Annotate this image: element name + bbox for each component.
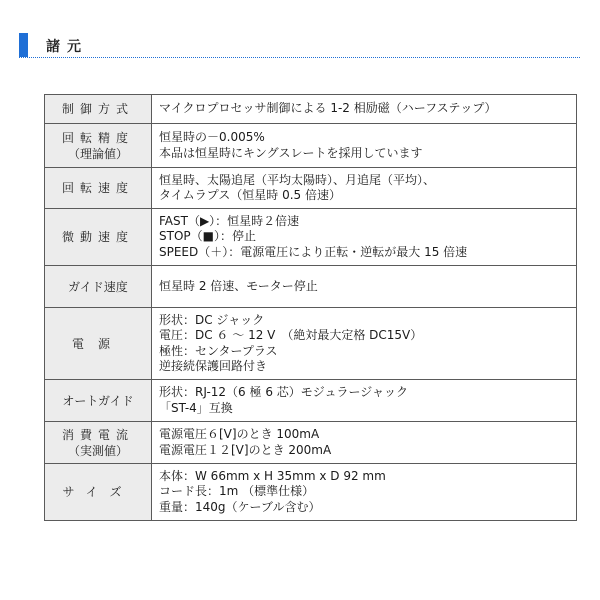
spec-row-size [45, 464, 577, 521]
spec-row-guide-speed [45, 266, 577, 308]
spec-value [152, 380, 577, 422]
spec-row-rotation-accuracy [45, 124, 577, 168]
spec-label-note: （実測値） [67, 443, 128, 458]
spec-value-line: 恒星時の－0.005% [159, 130, 265, 144]
spec-label-text: 制御方式 [61, 102, 134, 116]
spec-row-rotation-speed [45, 168, 577, 209]
spec-value-line: SPEED（＋）：電源電圧により正転・逆転が最大 15 倍速 [159, 244, 468, 259]
section-title: 諸元 [46, 39, 88, 55]
spec-value-line: STOP（■）：停止 [159, 229, 256, 244]
spec-value-line: 重量：140g（ケーブル含む） [159, 499, 321, 514]
spec-label [45, 308, 152, 380]
spec-value [152, 308, 577, 380]
spec-value-line: 形状：RJ-12（6 極 6 芯）モジュラージャック [159, 385, 409, 399]
spec-value-line: コード長：1m （標準仕様） [159, 484, 315, 499]
spec-label-text: 回転速度 [61, 181, 134, 195]
spec-value-line: マイクロプロセッサ制御による 1-2 相励磁（ハーフステップ） [159, 101, 497, 116]
spec-row-power-supply [45, 308, 577, 380]
spec-value [152, 266, 577, 308]
spec-label-text: 消費電流 [61, 427, 134, 442]
spec-label-note: （理論値） [67, 146, 128, 161]
spec-value-line: FAST（▶）：恒星時２倍速 [159, 213, 300, 228]
spec-label [45, 266, 152, 308]
spec-label-text: オートガイド [62, 393, 134, 408]
spec-value-line: タイムラプス（恒星時 0.5 倍速） [159, 188, 341, 202]
spec-value-line: 形状：DC ジャック [159, 312, 265, 327]
spec-row-auto-guide [45, 380, 577, 422]
spec-label [45, 380, 152, 422]
spec-row-control-method [45, 95, 577, 124]
spec-value-line: 恒星時 2 倍速、モーター停止 [159, 278, 318, 293]
section-divider [19, 57, 580, 58]
spec-value-line: 電源電圧６[V]のとき 100mA [159, 427, 320, 441]
spec-label [45, 464, 152, 521]
spec-label [45, 168, 152, 209]
spec-value [152, 209, 577, 266]
spec-label-text: 微動速度 [61, 230, 134, 244]
spec-value [152, 168, 577, 209]
spec-value-line: 恒星時、太陽追尾（平均太陽時）、月追尾（平均）、 [159, 172, 436, 187]
spec-value-line: 電圧：DC ６ ～ 12 V （絶対最大定格 DC15V） [159, 328, 423, 342]
spec-value-line: 本品は恒星時にキングスレートを採用しています [159, 145, 423, 160]
spec-label [45, 209, 152, 266]
spec-value [152, 95, 577, 124]
spec-row-current-consumption [45, 422, 577, 464]
spec-label [45, 422, 152, 464]
spec-label-text: 回転精度 [61, 130, 134, 145]
spec-value [152, 124, 577, 168]
spec-value-line: 本体：W 66mm x H 35mm x D 92 mm [159, 468, 386, 483]
spec-label [45, 95, 152, 124]
spec-label-text: 電源 [71, 336, 124, 351]
spec-value [152, 464, 577, 521]
section-header [19, 33, 580, 59]
spec-value-line: 逆接続保護回路付き [159, 359, 268, 373]
spec-table [44, 94, 577, 521]
section-accent-bar [19, 33, 28, 57]
spec-value-line: 電源電圧１２[V]のとき 200mA [159, 442, 332, 457]
spec-row-fine-motion-speed [45, 209, 577, 266]
spec-label-text: サイズ [62, 485, 134, 499]
spec-label-text: ガイド速度 [68, 279, 128, 294]
spec-value-line: 「ST-4」互換 [159, 400, 233, 415]
spec-value-line: 極性：センタープラス [159, 343, 278, 358]
spec-label [45, 124, 152, 168]
spec-value [152, 422, 577, 464]
